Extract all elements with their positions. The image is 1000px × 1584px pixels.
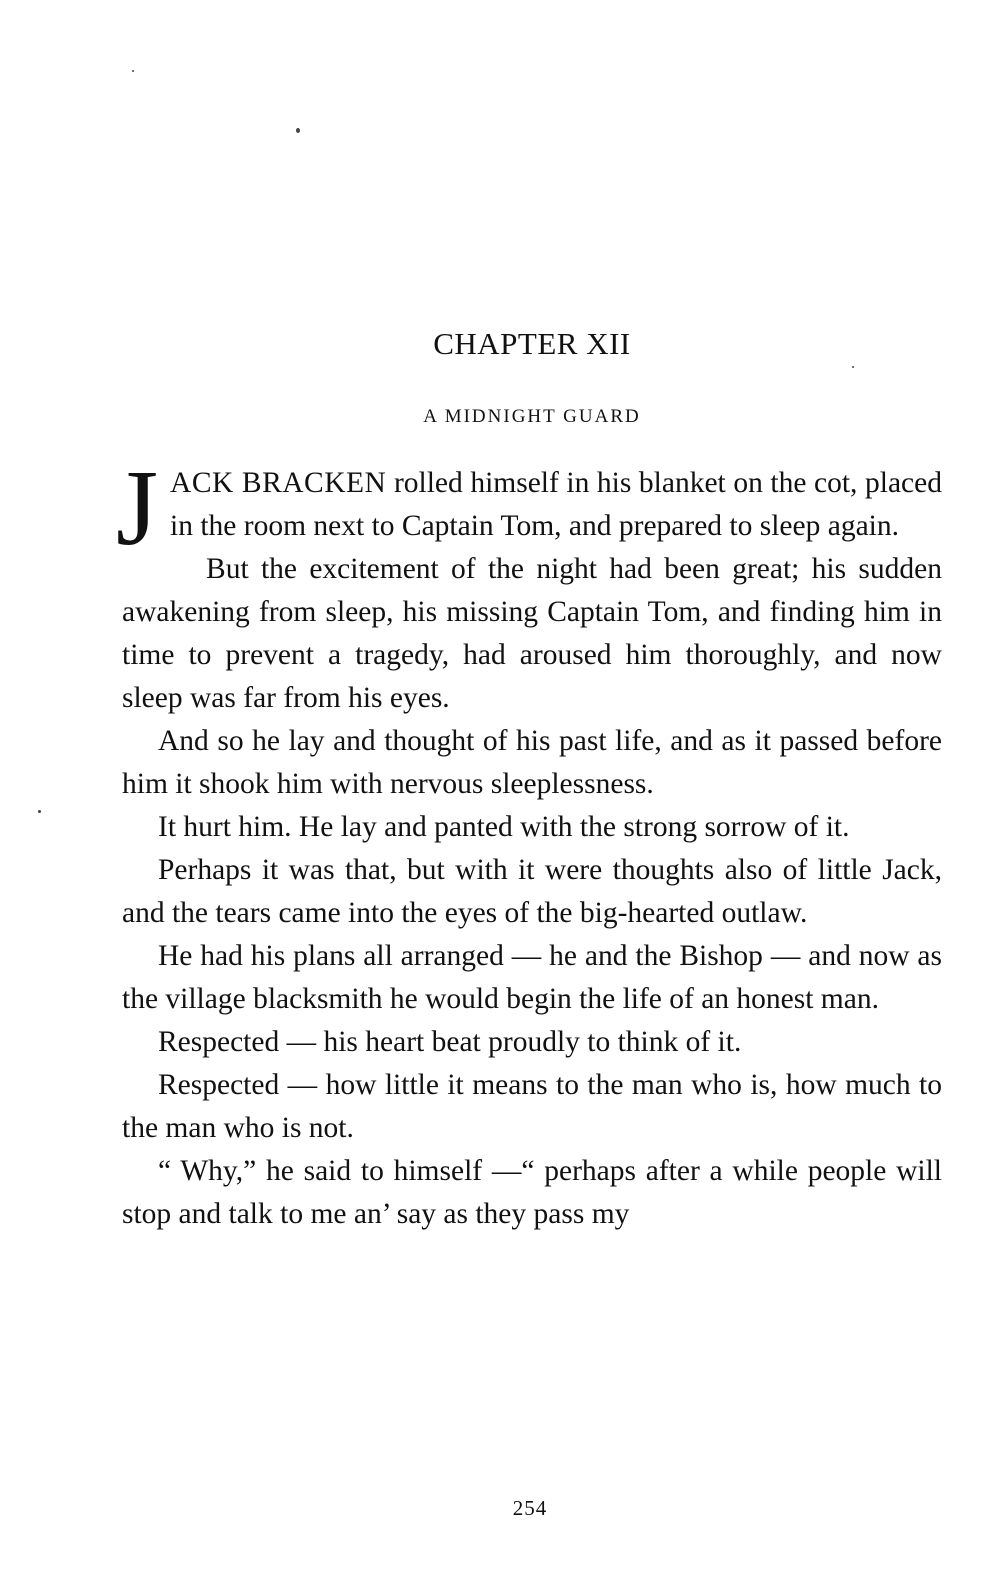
chapter-subtitle: A MIDNIGHT GUARD bbox=[423, 406, 641, 427]
paragraph: He had his plans all arranged — he and the Bishop — and now as the village blacksmith he would begin the life of an honest man. bbox=[122, 940, 942, 1015]
body-text bbox=[116, 449, 942, 1236]
paragraph bbox=[116, 449, 942, 568]
drop-cap: J bbox=[116, 449, 159, 568]
print-speck bbox=[852, 366, 854, 368]
paragraph: Respected — his heart beat proudly to think of it. bbox=[158, 1026, 742, 1058]
paragraph: But the excitement of the night had been great; his sudden awakening from sleep, his missing Captain Tom, and finding him in time to prevent a tragedy, had aroused him thoroughly, and now sleep was far from his eyes. bbox=[122, 553, 942, 714]
print-speck bbox=[132, 70, 134, 72]
paragraph-text: rolled himself in his blanket on the cot, placed in the room next to Captain Tom, and prepared to sleep again. bbox=[170, 467, 942, 542]
page-number: 254 bbox=[512, 1496, 548, 1520]
paragraph: “ Why,” he said to himself —“ perhaps after a while people will stop and talk to me an’ say as they pass my bbox=[122, 1155, 942, 1230]
paragraph: Respected — how little it means to the man who is, how much to the man who is not. bbox=[122, 1069, 942, 1144]
chapter-heading: CHAPTER XII bbox=[433, 326, 631, 361]
paragraph: Perhaps it was that, but with it were thoughts also of little Jack, and the tears came into the eyes of the big-hearted outlaw. bbox=[122, 854, 942, 929]
print-speck bbox=[38, 810, 41, 813]
print-speck bbox=[296, 128, 300, 133]
paragraph: And so he lay and thought of his past life, and as it passed before him it shook him with nervous sleeplessness. bbox=[122, 725, 942, 800]
lead-caps: ACK BRACKEN bbox=[170, 467, 387, 499]
paragraph: It hurt him. He lay and panted with the strong sorrow of it. bbox=[158, 811, 850, 843]
